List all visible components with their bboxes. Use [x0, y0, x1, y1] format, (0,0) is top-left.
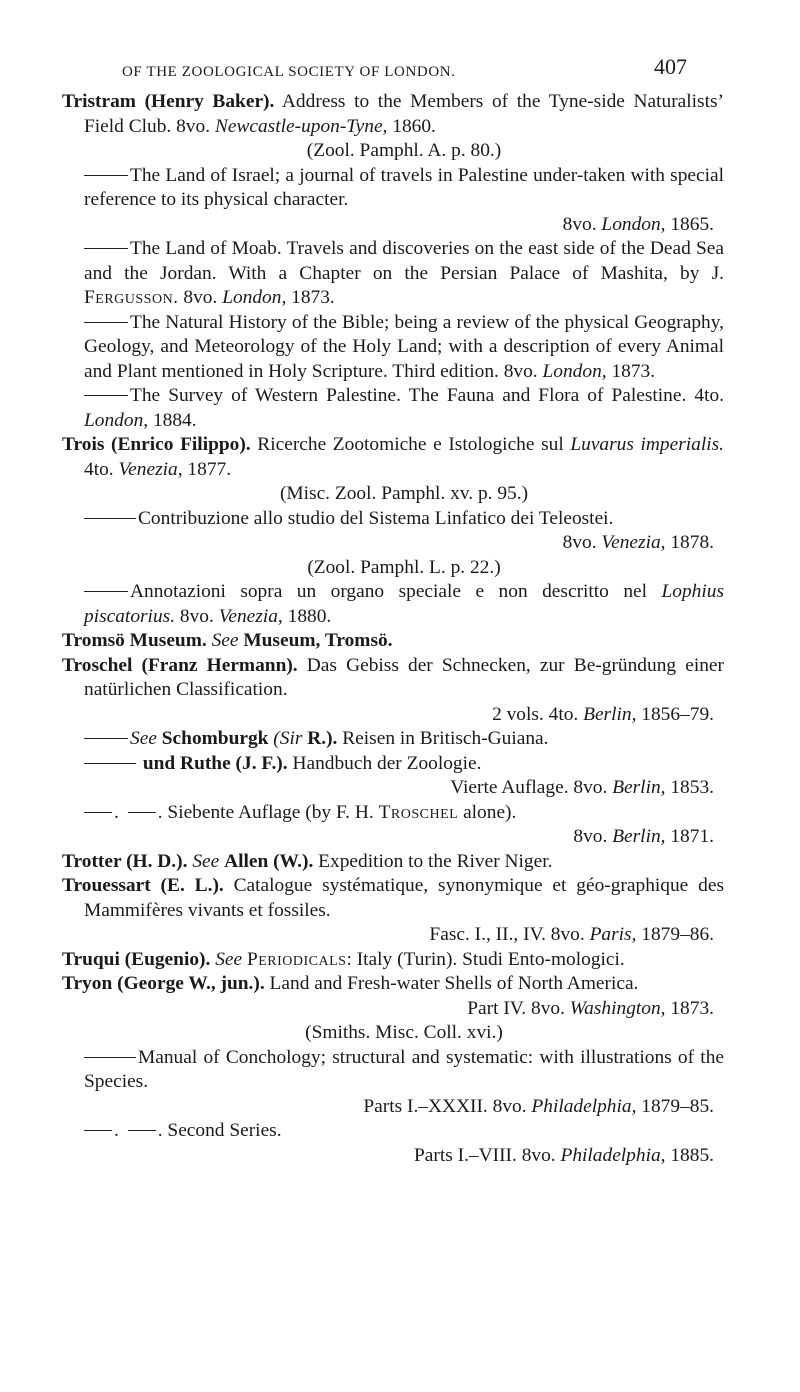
entry-year: 1885. — [665, 1144, 714, 1166]
entry-year: 1877. — [182, 458, 232, 480]
bibliography-list — [62, 90, 724, 1168]
entry-imprint — [84, 1095, 724, 1120]
entry-place: Philadelphia, — [531, 1095, 637, 1117]
author-name: Tristram (Henry Baker). — [62, 91, 275, 112]
entry-trois-3 — [62, 580, 724, 629]
title-sir: (Sir — [268, 728, 308, 749]
see-label: See — [187, 850, 225, 872]
entry-year: 1860. — [387, 115, 436, 137]
entry-person: Fergusson. — [84, 287, 179, 308]
entry-format: Fasc. I., II., IV. 8vo. — [429, 924, 590, 945]
entry-note: (Zool. Pamphl. A. p. 80.) — [306, 140, 502, 161]
entry-format: Part IV. 8vo. — [467, 997, 570, 1019]
entry-format: 8vo. — [562, 213, 602, 235]
entry-tristram-2 — [62, 164, 724, 238]
header-title: OF THE ZOOLOGICAL SOCIETY OF LONDON. — [122, 64, 456, 80]
entry-format: Parts I.–XXXII. 8vo. — [363, 1095, 532, 1117]
entry-note: (Zool. Pamphl. L. p. 22.) — [307, 556, 501, 578]
entry-format: 2 vols. 4to. — [492, 703, 584, 725]
entry-year: 1879–85. — [636, 1095, 714, 1117]
entry-place: Berlin, — [612, 777, 666, 798]
cross-reference: Periodicals — [246, 948, 347, 970]
entry-title: Ricerche Zootomiche e Istologiche sul — [257, 434, 571, 455]
entry-tryon-3: . . Second Series. Parts I.–VIII. 8vo. Philadelphia, 1885. — [62, 1119, 724, 1168]
entry-title-cont: alone). — [458, 801, 517, 823]
entry-tristram — [62, 90, 724, 164]
entry-imprint — [84, 825, 724, 850]
entry-tryon-2 — [62, 1046, 724, 1120]
entry-title: Contribuzione allo studio del Sistema Linfatico dei Teleostei. — [138, 507, 614, 529]
entry-species: Lophius piscatorius. — [84, 581, 724, 627]
ditto-dash — [128, 1130, 156, 1131]
entry-trouessart — [62, 874, 724, 948]
see-label: See — [206, 630, 244, 651]
entry-title: Second Series. — [167, 1120, 282, 1141]
entry-place: Philadelphia, — [560, 1144, 666, 1166]
see-label: See — [210, 948, 247, 970]
entry-place: London, — [84, 409, 149, 431]
entry-title: Das Gebiss der Schnecken, zur Be-gründung einer natürlichen Classification. — [84, 654, 724, 700]
entry-tristram-3 — [62, 237, 724, 311]
ditto-dash — [84, 812, 112, 813]
entry-note: (Smiths. Misc. Coll. xvi.) — [305, 1022, 503, 1043]
entry-note: (Misc. Zool. Pamphl. xv. p. 95.) — [279, 483, 529, 504]
entry-format: 8vo. — [175, 605, 219, 627]
entry-tromso — [62, 629, 724, 654]
running-header — [0, 52, 800, 82]
ditto-dash — [84, 322, 128, 323]
entry-place: Venezia, — [118, 458, 183, 480]
entry-place: Berlin, — [583, 703, 637, 725]
author-name: Trouessart (E. L.). — [62, 875, 224, 896]
ditto-dash — [84, 591, 128, 592]
entry-format: Vierte Auflage. 8vo. — [450, 777, 613, 798]
entry-place: London, — [601, 213, 666, 235]
ditto-dash — [84, 1057, 136, 1058]
entry-year: 1856–79. — [636, 703, 714, 725]
entry-title: Siebente Auflage (by F. H. — [167, 801, 379, 823]
author-name: Trotter (H. D.). — [62, 850, 188, 872]
entry-title: The Natural History of the Bible; being a review of the physical Geography, Geology, and Meteorology of the Holy Land; with a description of every Animal and Plant mentioned in Holy Scripture. Third edition. 8vo. — [84, 311, 724, 382]
entry-year: 1853. — [665, 777, 714, 798]
page-number: 407 — [654, 54, 687, 79]
ditto-dash — [84, 1130, 112, 1131]
entry-place: Washington, — [569, 997, 666, 1019]
entry-title: Address to the Members of the Tyne-side Naturalists’ Field Club. 8vo. — [84, 91, 724, 137]
ditto-dash — [128, 812, 156, 813]
ditto-dash — [84, 518, 136, 519]
author-name: Tryon (George W., jun.). — [62, 973, 265, 994]
ditto-dash — [84, 763, 136, 764]
entry-place: Paris, — [589, 924, 637, 945]
entry-place: Venezia, — [218, 605, 283, 627]
entry-troschel-4: . . Siebente Auflage (by F. H. Troschel alone). 8vo. Berlin, 1871. — [62, 801, 724, 850]
entry-format: 8vo. — [178, 287, 223, 308]
entry-title: Annotazioni sopra un organo speciale e non descritto nel — [130, 581, 662, 602]
entry-format: Parts I.–VIII. 8vo. — [414, 1144, 561, 1166]
entry-imprint — [84, 1144, 724, 1169]
entry-troschel-2 — [62, 727, 724, 752]
entry-imprint — [84, 531, 724, 556]
ditto-dash — [84, 175, 128, 176]
entry-place: London, — [222, 287, 287, 308]
entry-trois — [62, 433, 724, 507]
entry-title: Catalogue systématique, synonymique et géo-graphique des Mammifères vivants et fossiles. — [84, 875, 724, 921]
entry-trotter — [62, 850, 724, 875]
author-name: Trois (Enrico Filippo). — [62, 434, 251, 455]
entry-year: 1879–86. — [636, 924, 714, 945]
entry-imprint — [84, 703, 724, 728]
coauthor: und Ruthe (J. F.). — [142, 752, 288, 774]
entry-imprint — [84, 776, 724, 801]
author-name: Truqui (Eugenio). — [62, 948, 211, 970]
entry-year: 1884. — [148, 409, 197, 431]
entry-title: Reisen in Britisch-Guiana. — [337, 728, 549, 749]
author-name: Troschel (Franz Hermann). — [62, 654, 298, 676]
entry-title: The Survey of Western Palestine. The Fauna and Flora of Palestine. 4to. — [130, 385, 724, 406]
entry-title: The Land of Israel; a journal of travels in Palestine under-taken with special reference to its physical character. — [84, 164, 724, 210]
entry-title: Land and Fresh-water Shells of North America. — [264, 973, 639, 994]
entry-place: Newcastle-upon-Tyne, — [214, 115, 388, 137]
entry-truqui — [62, 948, 724, 973]
ditto-dash — [84, 395, 128, 396]
entry-species: Luvarus imperialis. — [570, 434, 725, 455]
entry-format: 8vo. — [573, 826, 613, 847]
entry-trois-2 — [62, 507, 724, 581]
entry-title: Manual of Conchology; structural and systematic: with illustrations of the Species. — [84, 1046, 724, 1092]
entry-title: Handbuch der Zoologie. — [287, 752, 482, 774]
entry-place: Venezia, — [601, 532, 666, 553]
ditto-dash — [84, 248, 128, 249]
entry-title: The Land of Moab. Travels and discoveries on the east side of the Dead Sea and the Jordan. With a Chapter on the Persian Palace of Mashita, by J. — [84, 238, 724, 284]
entry-format: 8vo. — [562, 532, 602, 553]
entry-person: Troschel — [378, 801, 459, 823]
entry-imprint — [84, 997, 724, 1022]
entry-title: Expedition to the River Niger. — [313, 850, 553, 872]
entry-troschel-3 — [62, 752, 724, 801]
entry-imprint — [84, 923, 724, 948]
entry-tristram-5 — [62, 384, 724, 433]
ditto-dash — [84, 738, 128, 739]
entry-imprint — [84, 213, 724, 238]
entry-format: 4to. — [84, 458, 119, 480]
entry-tryon — [62, 972, 724, 1046]
cross-reference: Schomburgk — [161, 728, 269, 749]
author-name: Tromsö Museum. — [62, 630, 207, 651]
entry-place: London, — [542, 360, 607, 382]
entry-year: 1865. — [665, 213, 714, 235]
entry-troschel — [62, 654, 724, 728]
entry-year: 1873. — [665, 997, 714, 1019]
entry-year: 1871. — [665, 826, 714, 847]
see-label: See — [130, 728, 162, 749]
entry-year: 1873. — [606, 360, 656, 382]
entry-year: 1880. — [282, 605, 332, 627]
entry-tristram-4 — [62, 311, 724, 385]
entry-year: 1873. — [286, 287, 335, 308]
entry-year: 1878. — [665, 532, 714, 553]
cross-reference: Allen (W.). — [224, 850, 314, 872]
entry-place: Berlin, — [612, 826, 666, 847]
entry-title: : Italy (Turin). Studi Ento-mologici. — [346, 948, 625, 970]
cross-reference-initial: R.). — [307, 728, 338, 749]
cross-reference: Museum, Tromsö. — [243, 630, 393, 651]
